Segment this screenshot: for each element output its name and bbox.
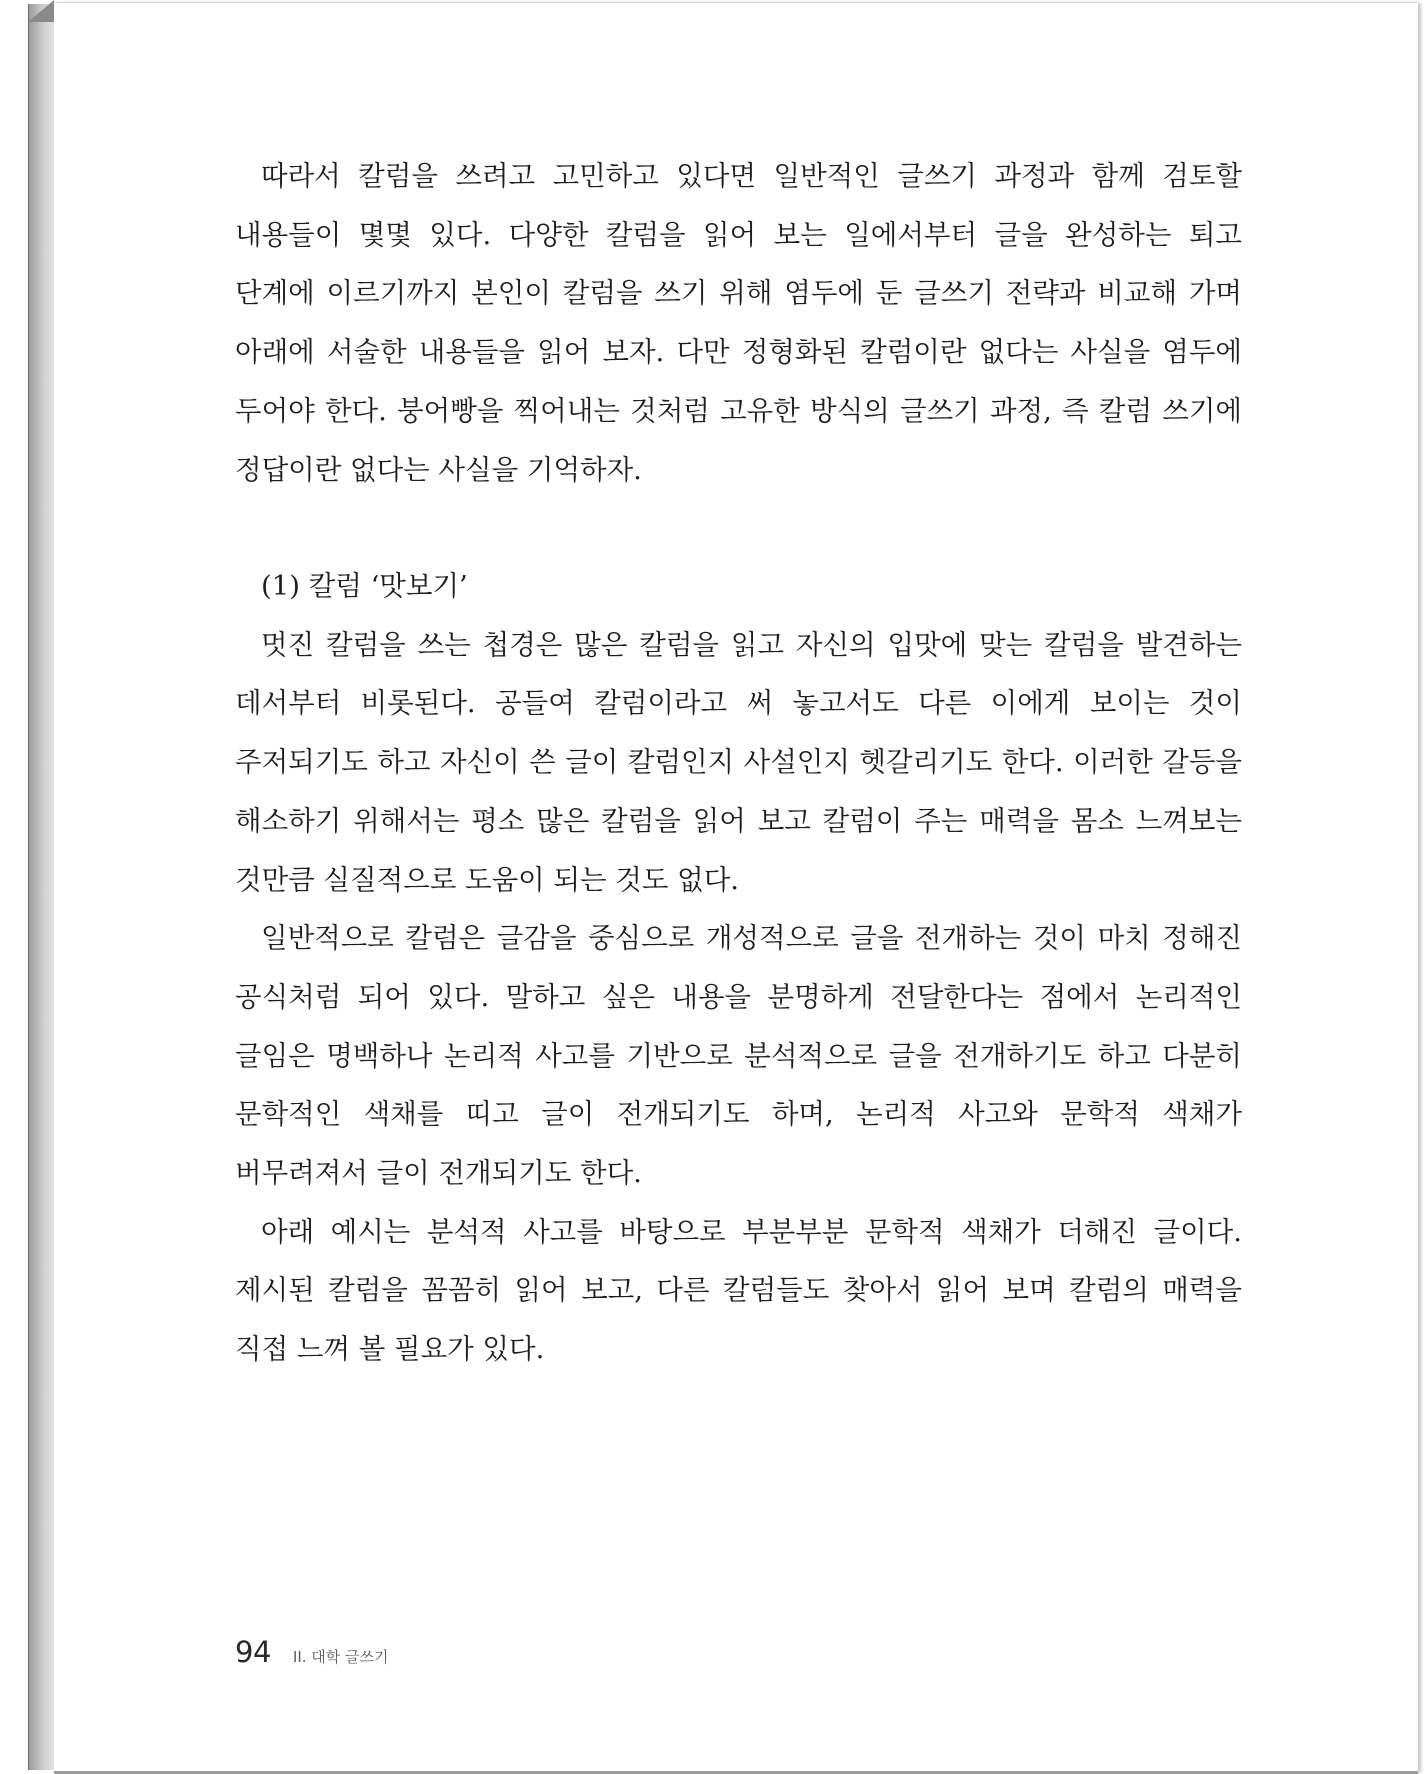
intro-text xyxy=(235,147,1242,499)
section-paragraph-2: 일반적으로 칼럼은 글감을 중심으로 개성적으로 글을 전개하는 것이 마치 정해진 공식처럼 되어 있다. 말하고 싶은 내용을 분명하게 전달한다는 점에서 논리적인 글임은 명백하나 논리적 사고를 기반으로 분석적으로 글을 전개하기도 하고 다분히 문학적인 색채를 띠고 글이 전개되기도 하며, 논리적 사고와 문학적 색채가 버무려져서 글이 전개되기도 한다. xyxy=(235,922,1242,1190)
section-body xyxy=(235,616,1242,1379)
book-page-edge xyxy=(28,4,55,1770)
book-page-edge-corner xyxy=(28,0,54,22)
intro-paragraph: 따라서 칼럼을 쓰려고 고민하고 있다면 일반적인 글쓰기 과정과 함께 검토할 내용들이 몇몇 있다. 다양한 칼럼을 읽어 보는 일에서부터 글을 완성하는 퇴고 단계에 이르기까지 본인이 칼럼을 쓰기 위해 염두에 둔 글쓰기 전략과 비교해 가며 아래에 서술한 내용들을 읽어 보자. 다만 정형화된 칼럼이란 없다는 사실을 염두에 두어야 한다. 붕어빵을 찍어내는 것처럼 고유한 방식의 글쓰기 과정, 즉 칼럼 쓰기에 정답이란 없다는 사실을 기억하자. xyxy=(235,160,1242,486)
section-paragraph-3: 아래 예시는 분석적 사고를 바탕으로 부분부분 문학적 색채가 더해진 글이다. 제시된 칼럼을 꼼꼼히 읽어 보고, 다른 칼럼들도 찾아서 읽어 보며 칼럼의 매력을 직접 느껴 볼 필요가 있다. xyxy=(235,1215,1242,1366)
section-paragraph-1: 멋진 칼럼을 쓰는 첩경은 많은 칼럼을 읽고 자신의 입맛에 맞는 칼럼을 발견하는 데서부터 비롯된다. 공들여 칼럼이라고 써 놓고서도 다른 이에게 보이는 것이 주저되기도 하고 자신이 쓴 글이 칼럼인지 사설인지 헷갈리기도 한다. 이러한 갈등을 해소하기 위해서는 평소 많은 칼럼을 읽어 보고 칼럼이 주는 매력을 몸소 느껴보는 것만큼 실질적으로 도움이 되는 것도 없다. xyxy=(235,628,1242,896)
page-number: 94 xyxy=(235,1635,271,1669)
book-page xyxy=(54,2,1418,1774)
running-head: II. 대학 글쓰기 xyxy=(292,1648,389,1666)
section-heading: (1) 칼럼 ‘맛보기’ xyxy=(261,570,468,602)
page-footer xyxy=(235,1635,389,1675)
